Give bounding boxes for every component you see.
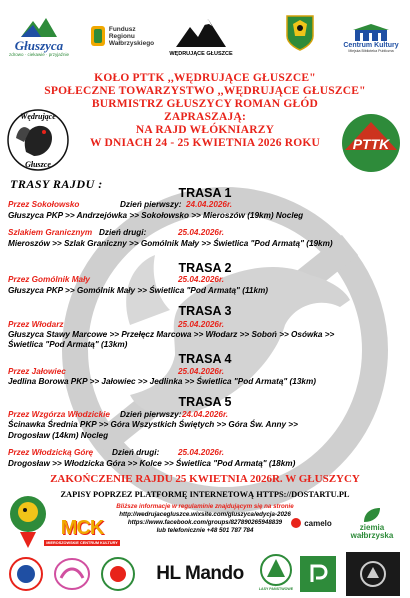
sponsor-badge-3	[98, 556, 138, 592]
logo-row	[0, 4, 410, 74]
camelo-text: camelo	[304, 518, 332, 528]
registration-text: ZAPISY POPRZEZ PLATFORMĘ INTERNETOWĄ HTTPS://DOSTARTU.PL	[60, 490, 350, 499]
header-line5: NA RAJD WŁÓKNIARZY	[135, 124, 275, 136]
leaf-icon	[362, 506, 382, 524]
trasa1-start1: Przez Sokołowsko	[8, 200, 80, 209]
mascot-logo	[8, 492, 48, 550]
trasa4-date: 25.04.2026r.	[178, 367, 224, 376]
fundusz-logo	[86, 18, 158, 54]
fundusz-line2: Regionu	[108, 32, 135, 40]
header-line2: SPOŁECZNE TOWARZYSTWO ,,WĘDRUJĄCE GŁUSZCE"	[44, 85, 366, 97]
info-link-website[interactable]: http://wedrujacegluszce.wixsite.com/gluszyca/edycja-2026	[119, 511, 291, 518]
hl-mando-text: HL Mando	[156, 563, 244, 584]
trasa3-route2: Świetlica "Pod Armatą" (13km)	[8, 340, 128, 349]
mck-sub: MIEROSZOWSKIE CENTRUM KULTURY	[46, 540, 118, 545]
info-link-facebook[interactable]: https://www.facebook.com/groups/827890265948839	[127, 519, 283, 526]
hl-mando-logo	[150, 560, 250, 588]
trasa5-start1: Przez Wzgórza Włodzickie	[8, 410, 110, 419]
ziemia-text: ziemia	[359, 523, 385, 532]
coat-of-arms-logo	[283, 12, 317, 54]
trasa5-date1: 24.04.2026r.	[182, 410, 228, 419]
gluszyca-logo-slogan: zdrowo · ciekawie · przyjaźnie	[8, 52, 70, 57]
mck-text: MCK	[60, 516, 104, 539]
trasa2-date: 25.04.2026r.	[178, 275, 224, 284]
centrum-logo-sub: Miejska Biblioteka Publiczna	[348, 48, 394, 53]
trasa3-heading: TRASA 3	[178, 304, 232, 318]
trasa2-route: Głuszyca PKP >> Gomólnik Mały >> Świetlica "Pod Armatą" (11km)	[8, 286, 268, 295]
header-line4: ZAPRASZAJĄ:	[163, 111, 247, 123]
camelo-icon	[290, 517, 302, 529]
lasy-text: LASY PAŃSTWOWE	[258, 587, 294, 591]
trasa4-heading: TRASA 4	[178, 352, 232, 366]
trasa3-date: 25.04.2026r.	[178, 320, 224, 329]
trasa5-day1: Dzień pierwszy:	[120, 410, 182, 419]
fundusz-icon	[90, 25, 106, 47]
forest-seal-icon	[259, 553, 293, 587]
emblem-icon	[358, 559, 388, 589]
trasa1-day1: Dzień pierwszy:	[120, 200, 182, 209]
p-letter-icon	[306, 562, 330, 586]
bird-mascot-icon	[8, 492, 48, 550]
mountain-peaks-icon	[174, 15, 228, 49]
coat-of-arms-icon	[285, 14, 315, 52]
header-line3: BURMISTRZ GŁUSZYCY ROMAN GŁÓD	[91, 98, 319, 110]
trasa5-route1a: Ścinawka Średnia PKP >> Góra Wszystkich Świętych >> Góra Św. Anny >>	[8, 420, 298, 429]
trasa5-day2: Dzień drugi:	[112, 448, 160, 457]
routes-title: TRASY RAJDU :	[10, 177, 103, 191]
centrum-logo-name: Centrum Kultury	[343, 41, 399, 49]
pttk-text: PTTK	[352, 136, 390, 152]
trasa1-date1: 24.04.2026r.	[186, 200, 232, 209]
trasa1-route2: Mieroszów >> Szlak Graniczny >> Gomólnik Mały >> Świetlica "Pod Armatą" (19km)	[8, 239, 333, 248]
round-badge-icon	[100, 556, 136, 592]
pttk-badge	[340, 112, 402, 174]
round-badge-icon	[53, 556, 91, 592]
building-icon	[351, 24, 391, 42]
trasa3-start: Przez Włodarz	[8, 320, 64, 329]
header-line6: W DNIACH 24 - 25 KWIETNIA 2026 ROKU	[89, 137, 321, 149]
header-line1: KOŁO PTTK ,,WĘDRUJĄCE GŁUSZCE"	[94, 72, 316, 84]
trasa2-heading: TRASA 2	[178, 261, 232, 275]
trasa1-start2: Szlakiem Granicznym	[8, 228, 93, 237]
trasa3-route1: Głuszyca Stawy Marcowe >> Przełęcz Marcowa >> Włodarz >> Soboń >> Osówka >>	[8, 330, 335, 339]
closing-text: ZAKOŃCZENIE RAJDU 25 KWIETNIA 2026R. W GŁUSZYCY	[50, 473, 360, 485]
gluszyca-logo	[6, 10, 72, 62]
trasa5-date2: 25.04.2026r.	[178, 448, 224, 457]
info-phone: lub telefonicznie +48 501 787 784	[156, 527, 254, 534]
trasa4-start: Przez Jałowiec	[8, 367, 66, 376]
round-badge-icon	[8, 556, 44, 592]
wedrujace-gluszce-badge	[6, 108, 70, 172]
trasa1-day2: Dzień drugi:	[99, 228, 147, 237]
badge-left-bottom: Głuszce	[25, 160, 51, 169]
wedrujace-logo-name: WĘDRUJĄCE GŁUSZCE	[169, 51, 233, 57]
trasa2-start: Przez Gomólnik Mały	[8, 275, 90, 284]
lasy-panstwowe-logo	[256, 550, 296, 594]
trasa1-heading: TRASA 1	[178, 186, 232, 200]
info-line1: Bliższe informacje w regulaminie znajdującym się na stronie	[116, 503, 294, 510]
trasa5-start2: Przez Włodzicką Górę	[8, 448, 94, 457]
trasa1-route1: Głuszyca PKP >> Andrzejówka >> Sokołowsko >> Mieroszów (19km) Nocleg	[8, 211, 304, 220]
badge-left-top: Wędrujące	[20, 112, 56, 121]
trasa4-route: Jedlina Borowa PKP >> Jałowiec >> Jedlinka >> Świetlica "Pod Armatą" (13km)	[8, 377, 316, 386]
walbrzyska-text: wałbrzyska	[350, 531, 394, 540]
trasa1-date2: 25.04.2026r.	[178, 228, 224, 237]
dark-square-logo	[346, 552, 400, 596]
wedrujace-gluszce-logo	[168, 6, 234, 66]
fundusz-line3: Wałbrzyskiego	[108, 39, 155, 47]
camelo-logo	[290, 510, 332, 536]
trasa5-route2: Drogosław >> Włodzicka Góra >> Kolce >> Świetlica "Pod Armatą" (18km)	[8, 459, 296, 468]
sponsor-badge-2	[50, 556, 94, 592]
sponsor-badge-1	[6, 556, 46, 592]
mck-logo	[46, 512, 118, 550]
trasa5-route1b: Drogosław (14km) Nocleg	[8, 431, 109, 440]
centrum-kultury-logo	[338, 18, 404, 58]
trasa5-heading: TRASA 5	[178, 395, 232, 409]
mountains-icon	[19, 15, 59, 39]
fundusz-line1: Fundusz	[108, 25, 136, 33]
ziemia-walbrzyska-logo	[340, 500, 404, 546]
green-square-logo	[300, 556, 336, 592]
gluszyca-logo-name: Głuszyca	[14, 38, 64, 53]
